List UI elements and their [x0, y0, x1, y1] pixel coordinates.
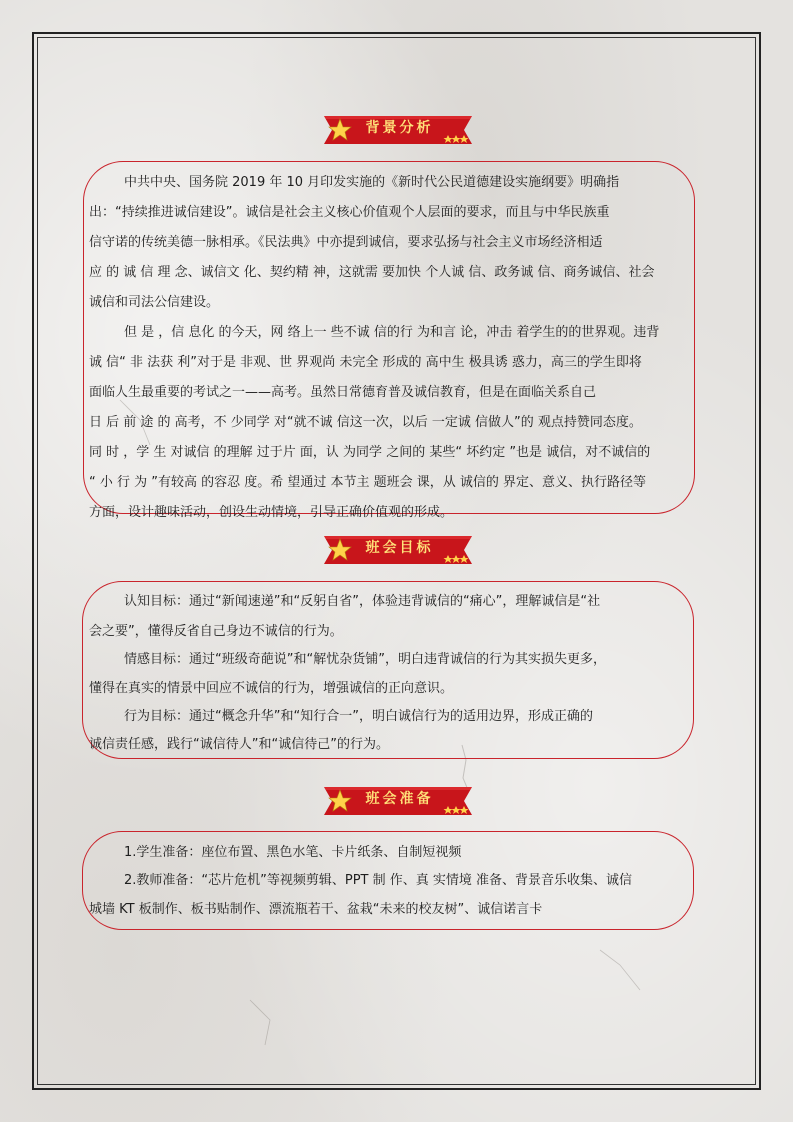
- section-title: 背景分析: [365, 120, 434, 136]
- text-line: 日 后 前 途 的 高考，不 少同学 对“就不诚 信这一次，以后 一定诚 信做人”的 观点持赞同态度。: [89, 415, 642, 430]
- text-line: 情感目标：通过“班级奇葩说”和“解忧杂货铺”，明白违背诚信的行为其实损失更多，: [124, 652, 606, 667]
- text-line: 但 是 ，信 息化 的今天，网 络上一 些不诚 信的行 为和言 论，冲击 着学生的的世界观。违背: [124, 325, 660, 340]
- text-line: 应 的 诚 信 理 念、诚信文 化、契约精 神，这就需 要加快 个人诚 信、政务诚 信、商务诚信、社会: [89, 265, 655, 280]
- text-line: 懂得在真实的情景中回应不诚信的行为，增强诚信的正向意识。: [89, 681, 454, 696]
- text-line: 2.教师准备：“芯片危机”等视频剪辑、PPT 制 作、真 实情境 准备、背景音乐收集、诚信: [124, 873, 633, 888]
- text-line: 诚信责任感，践行“诚信待人”和“诚信待己”的行为。: [89, 737, 389, 752]
- section-banner-goals: [318, 534, 478, 566]
- text-line: 同 时 ，学 生 对诚信 的理解 过于片 面，认 为同学 之间的 某些“ 坏约定 ”也是 诚信，对不诚信的: [89, 445, 651, 460]
- section-banner-background: [318, 114, 478, 146]
- text-line: 诚信和司法公信建设。: [89, 295, 220, 310]
- text-line: 1.学生准备：座位布置、黑色水笔、卡片纸条、自制短视频: [124, 845, 462, 860]
- text-line: 认知目标：通过“新闻速递”和“反躬自省”，体验违背诚信的“痛心”，理解诚信是“社: [124, 594, 601, 609]
- text-line: 会之要”，懂得反省自己身边不诚信的行为。: [89, 624, 343, 639]
- text-line: 出：“持续推进诚信建设”。诚信是社会主义核心价值观个人层面的要求，而且与中华民族重: [89, 205, 610, 220]
- text-line: 城墙 KT 板制作、板书贴制作、漂流瓶若干、盆栽“未来的校友树”、诚信诺言卡: [89, 902, 543, 917]
- text-line: 面临人生最重要的考试之一——高考。虽然日常德育普及诚信教育，但是在面临关系自己: [89, 385, 597, 400]
- text-line: 行为目标：通过“概念升华”和“知行合一”，明白诚信行为的适用边界，形成正确的: [124, 709, 593, 724]
- text-line: 中共中央、国务院 2019 年 10 月印发实施的《新时代公民道德建设实施纲要》明确指: [124, 175, 620, 190]
- section-title: 班会目标: [365, 540, 434, 556]
- section-banner-preparation: [318, 785, 478, 817]
- text-line: 诚 信“ 非 法获 利”对于是 非观、世 界观尚 未完全 形成的 高中生 极具诱 惑力，高三的学生即将: [89, 355, 642, 370]
- section-title: 班会准备: [365, 791, 434, 807]
- text-line: “ 小 行 为 ”有较高 的容忍 度。希 望通过 本节主 题班会 课，从 诚信的 界定、意义、执行路径等: [89, 475, 647, 490]
- text-line: 方面，设计趣味活动，创设生动情境，引导正确价值观的形成。: [89, 505, 454, 520]
- text-line: 信守诺的传统美德一脉相承。《民法典》中亦提到诚信，要求弘扬与社会主义市场经济相适: [89, 235, 603, 250]
